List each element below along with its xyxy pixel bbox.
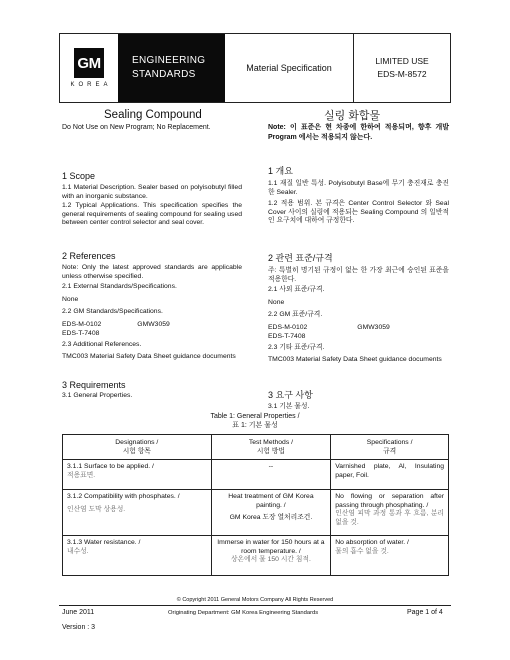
paragraph: TMC003 Material Safety Data Sheet guidance documents [62, 352, 236, 360]
section-references-en [62, 251, 242, 361]
cell-text-english: No absorption of water. / [335, 539, 409, 546]
title-korean: 실링 화합물 [324, 110, 381, 122]
footer-originating-department: Originating Department: GM Korea Engineering Standards [168, 610, 319, 616]
paragraph: 1.1 Material Description. Sealer based on polyisobutyl filled with an inorganic substance. [62, 184, 242, 200]
title-english: Sealing Compound [104, 109, 202, 121]
logo-subtitle: KOREA [70, 82, 112, 88]
note-korean-text: Note: 이 표준은 현 차종에 한하여 적용되며, 향후 개발 Program 에서는 적용되지 않는다. [268, 124, 449, 141]
header-label-english: Test Methods / [248, 439, 294, 446]
cell-text-english: 3.1.3 Water resistance. / [67, 539, 141, 546]
designation-cell [63, 460, 212, 490]
designation-cell [63, 536, 212, 576]
spec-cell [331, 536, 449, 576]
section-scope-en [62, 171, 242, 228]
cell-text-korean: 내수성. [67, 547, 89, 555]
header-label-english: Specifications / [366, 439, 413, 446]
footer-page-number: Page 1 of 4 [407, 609, 443, 616]
cell-text-english: No flowing or separation after passing through phosphating. / [335, 493, 444, 509]
spec-cell [331, 490, 449, 536]
cell-text-korean: 인산염 도막 상용성. [67, 505, 126, 513]
footer-version: Version : 3 [62, 624, 96, 631]
paragraph: None [62, 295, 79, 303]
section-requirements-ko [268, 388, 449, 412]
cell-text-english: Varnished plate, Al, Insulating paper, Foil. [335, 463, 444, 479]
document-number: EDS-M-8572 [377, 69, 427, 79]
section-references-ko [268, 251, 449, 364]
reference-code: GMW3059 [137, 320, 170, 328]
copyright-notice: © Copyright 2011 General Motors Company All Rights Reserved [176, 597, 334, 603]
section-heading: 1 개요 [268, 166, 293, 176]
reference-code: EDS-T-7408 [268, 332, 306, 340]
paragraph: None [268, 298, 285, 306]
general-properties-table [62, 434, 449, 576]
header-label-english: Designations / [115, 439, 159, 446]
table-row [63, 536, 449, 576]
gm-korea-logo [60, 34, 118, 102]
note-korean [268, 123, 449, 142]
section-heading: 2 관련 표준/규격 [268, 253, 333, 263]
cell-text-english: Immerse in water for 150 hours at a room temperature. / [217, 539, 325, 555]
spec-cell [331, 460, 449, 490]
document-id-block [354, 34, 450, 102]
reference-code: EDS-T-7408 [62, 329, 100, 337]
paragraph: 2.2 GM Standards/Specifications. [62, 308, 163, 316]
cell-text-korean: 적용표면. [67, 471, 96, 479]
paragraph: 2.1 사외 표준/규격. [268, 286, 325, 294]
header-label-korean: 규격 [383, 447, 397, 455]
section-heading: 1 Scope [62, 171, 96, 181]
cell-text-korean: 상온에서 물 150 시간 침적. [230, 556, 311, 563]
column-header-designations [63, 435, 212, 460]
table-row [63, 460, 449, 490]
reference-row [268, 324, 449, 333]
method-cell [211, 460, 331, 490]
department-banner [118, 34, 225, 102]
column-header-test-methods [211, 435, 331, 460]
document-type: Material Specification [225, 34, 354, 102]
footer-divider [59, 605, 451, 606]
gm-logo-mark: GM [74, 48, 104, 78]
paragraph: 3.1 General Properties. [62, 392, 133, 399]
table-header-row [63, 435, 449, 460]
paragraph: Note: Only the latest approved standards are applicable unless otherwise specified. [62, 264, 242, 280]
paragraph: 2.1 External Standards/Specifications. [62, 283, 177, 291]
table-caption-korean: 표 1: 기본 물성 [232, 421, 278, 429]
paragraph: TMC003 Material Safety Data Sheet guidance documents [268, 355, 442, 363]
footer-date: June 2011 [62, 609, 95, 616]
section-heading: 3 Requirements [62, 380, 126, 390]
paragraph: 주: 특별히 명기된 규정이 없는 한 가장 최근에 승인된 표준을 적용한다. [268, 267, 449, 283]
paragraph: 3.1 기본 물성. [268, 403, 310, 410]
table-caption [0, 413, 510, 430]
paragraph: 2.3 기타 표준/규격. [268, 344, 325, 352]
reference-code: GMW3059 [357, 323, 390, 331]
table-caption-english: Table 1: General Properties / [210, 413, 300, 420]
paragraph: 2.3 Additional References. [62, 341, 142, 349]
limited-use-label: LIMITED USE [375, 56, 429, 66]
header-label-korean: 시험 항목 [122, 447, 151, 455]
section-heading: 3 요구 사항 [268, 390, 313, 400]
paragraph: 1.2 Typical Applications. This specification specifies the general requirements of sealing compound for sealing used between center control selector and seal cover. [62, 202, 242, 227]
cell-text-english: Heat treatment of GM Korea painting. / [228, 493, 314, 509]
method-cell [211, 490, 331, 536]
header-label-korean: 시험 방법 [256, 447, 285, 455]
section-requirements-en [62, 380, 242, 401]
cell-text-korean: 인산염 피막 과정 통과 후 흐름, 분리 없을 것. [335, 510, 444, 526]
reference-code: EDS-M-0102 [268, 323, 308, 331]
department-line-2: STANDARDS [132, 69, 196, 80]
paragraph: 1.2 적용 범위. 본 규격은 Center Control Selector 와 Seal Cover 사이의 실링에 적용되는 Sealing Compound 의 일반적인 요구치에 대하여 규정한다. [268, 200, 449, 225]
column-header-specifications [331, 435, 449, 460]
cell-text-korean: 물의 흡수 없을 것. [335, 547, 389, 555]
method-cell [211, 536, 331, 576]
cell-text-english: -- [268, 463, 274, 470]
cell-text-english: 3.1.2 Compatibility with phosphates. / [67, 493, 180, 500]
paragraph: 1.1 재질 일반 특성. Polyisobutyl Base에 무기 충진재로 충진한 Sealer. [268, 180, 449, 196]
section-heading: 2 References [62, 251, 116, 261]
reference-code: EDS-M-0102 [62, 320, 102, 328]
table-row [63, 490, 449, 536]
cell-text-korean: GM Korea 도장 열처리조건. [229, 514, 313, 521]
paragraph: 2.2 GM 표준/규격. [268, 311, 323, 319]
cell-text-english: 3.1.1 Surface to be applied. / [67, 463, 154, 470]
note-english: Do Not Use on New Program; No Replacement. [62, 124, 211, 131]
document-header [59, 33, 451, 103]
section-scope-ko [268, 164, 449, 226]
designation-cell [63, 490, 212, 536]
reference-row [62, 321, 242, 330]
department-line-1: ENGINEERING [132, 55, 206, 66]
